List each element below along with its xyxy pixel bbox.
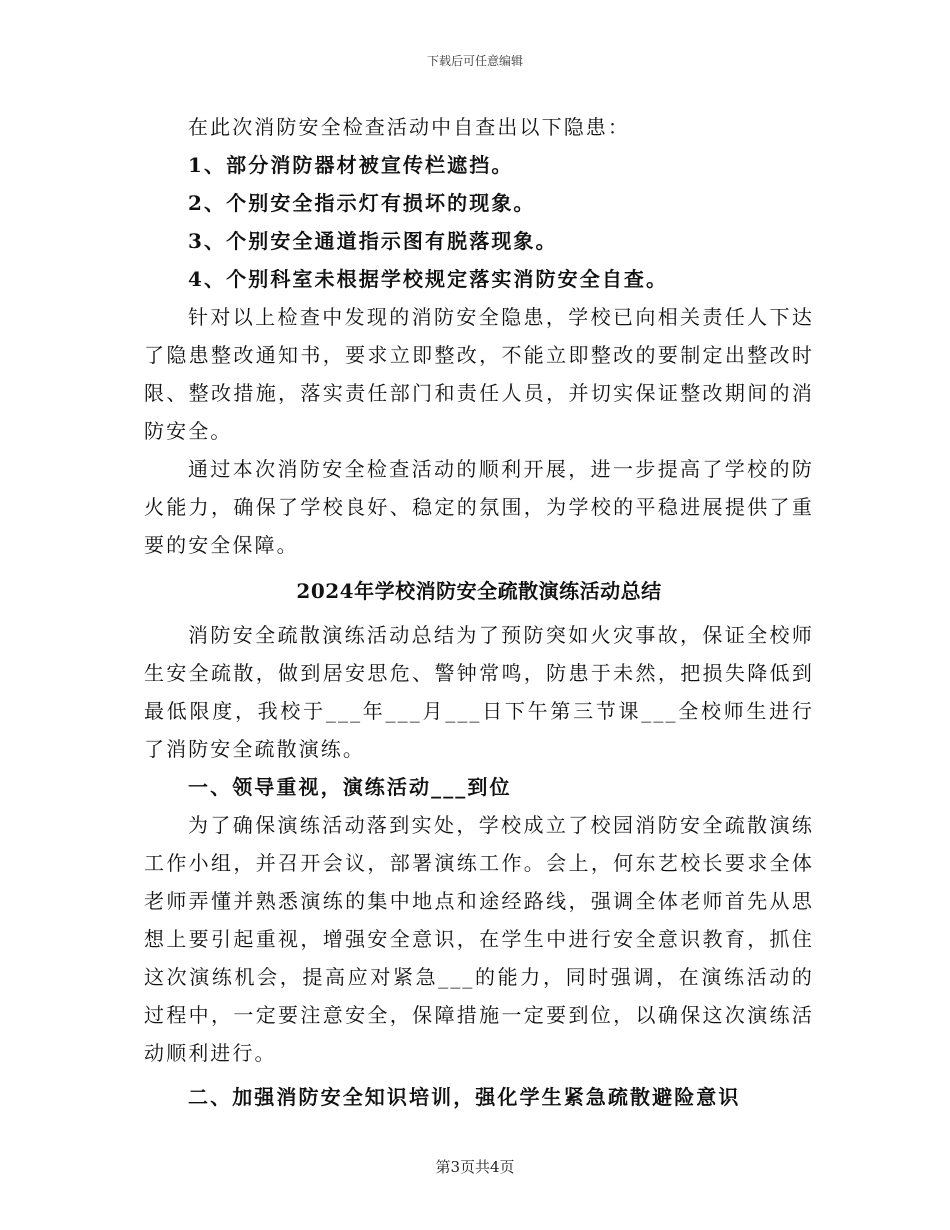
hazard-item-1: 1、部分消防器材被宣传栏遮挡。 [188, 153, 514, 177]
conclusion-paragraph: 通过本次消防安全检查活动的顺利开展，进一步提高了学校的防火能力，确保了学校良好、稳定的氛围，为学校的平稳进展提供了重要的安全保障。 [144, 457, 814, 557]
leadership-paragraph: 为了确保演练活动落到实处，学校成立了校园消防安全疏散演练工作小组，并召开会议，部署演练工作。会上，何东艺校长要求全体老师弄懂并熟悉演练的集中地点和途经路线，强调全体老师首先从思想上要引起重视，增强安全意识，在学生中进行安全意识教育，抓住这次演练机会，提高应对紧急___的能力，同时强调，在演练活动的过程中，一定要注意安全，保障措施一定要到位，以确保这次演练活动顺利进行。 [144, 813, 814, 1065]
page-header: 下载后可任意编辑 [426, 54, 523, 68]
heading-training: 二、加强消防安全知识培训，强化学生紧急疏散避险意识 [188, 1085, 741, 1109]
document-body [144, 108, 814, 1116]
page-footer: 第3页共4页 [435, 1158, 515, 1176]
rectification-paragraph: 针对以上检查中发现的消防安全隐患，学校已向相关责任人下达了隐患整改通知书，要求立即整改，不能立即整改的要制定出整改时限、整改措施，落实责任部门和责任人员，并切实保证整改期间的消防安全。 [144, 305, 814, 443]
intro-paragraph: 在此次消防安全检查活动中自查出以下隐患： [188, 115, 630, 139]
hazard-item-3: 3、个别安全通道指示图有脱落现象。 [188, 229, 558, 253]
hazard-item-2: 2、个别安全指示灯有损坏的现象。 [188, 191, 536, 215]
heading-leadership: 一、领导重视，演练活动___到位 [188, 775, 512, 799]
section-title: 2024年学校消防安全疏散演练活动总结 [296, 579, 662, 603]
hazard-item-4: 4、个别科室未根据学校规定落实消防安全自查。 [188, 267, 669, 291]
drill-intro-paragraph: 消防安全疏散演练活动总结为了预防突如火灾事故，保证全校师生安全疏散，做到居安思危、警钟常鸣，防患于未然，把损失降低到最低限度，我校于___年___月___日下午第三节课___全校师生进行了消防安全疏散演练。 [144, 623, 814, 761]
